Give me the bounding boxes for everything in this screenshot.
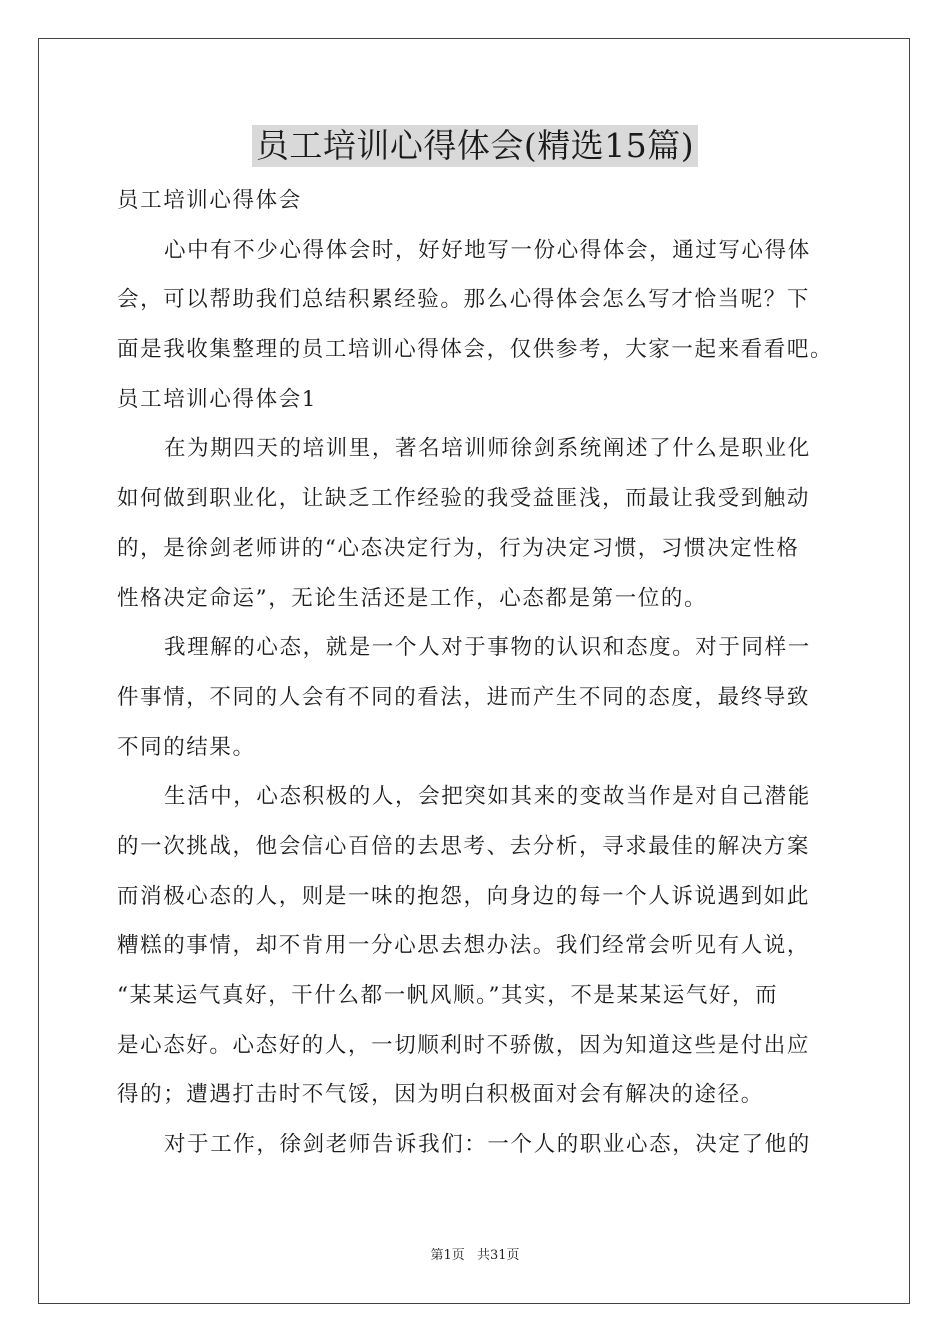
document-title: 员工培训心得体会(精选15篇)	[252, 125, 698, 167]
title-container	[0, 125, 950, 167]
body-line: 面是我收集整理的员工培训心得体会，仅供参考，大家一起来看看吧。	[117, 337, 834, 363]
body-line: 会，可以帮助我们总结积累经验。那么心得体会怎么写才恰当呢？下	[117, 287, 811, 313]
body-line: 心中有不少心得体会时，好好地写一份心得体会，通过写心得体	[164, 237, 811, 263]
body-line: 性格决定命运”，无论生活还是工作，心态都是第一位的。	[117, 585, 708, 611]
body-line: 是心态好。心态好的人，一切顺利时不骄傲，因为知道这些是付出应	[117, 1032, 811, 1058]
body-line: 而消极心态的人，则是一味的抱怨，向身边的每一个人诉说遇到如此	[117, 883, 811, 909]
body-line: “某某运气真好，干什么都一帆风顺。”其实，不是某某运气好，而	[117, 983, 779, 1008]
body-line: 在为期四天的培训里，著名培训师徐剑系统阐述了什么是职业化	[164, 436, 811, 462]
body-line: 如何做到职业化，让缺乏工作经验的我受益匪浅，而最让我受到触动	[117, 486, 811, 512]
body-line: 对于工作，徐剑老师告诉我们：一个人的职业心态，决定了他的	[164, 1132, 811, 1158]
body-line: 不同的结果。	[117, 734, 256, 760]
page-number: 第1页	[430, 1248, 465, 1263]
body-line: 生活中，心态积极的人，会把突如其来的变故当作是对自己潜能	[164, 784, 811, 810]
body-line: 的一次挑战，他会信心百倍的去思考、去分析，寻求最佳的解决方案	[117, 833, 811, 859]
page-total: 共31页	[476, 1248, 520, 1263]
body-line: 我理解的心态，就是一个人对于事物的认识和态度。对于同样一	[164, 635, 811, 661]
page-footer	[0, 1244, 950, 1263]
body-line: 员工培训心得体会	[117, 188, 302, 213]
body-line: 件事情，不同的人会有不同的看法，进而产生不同的态度，最终导致	[117, 684, 811, 710]
body-line: 的，是徐剑老师讲的“心态决定行为，行为决定习惯，习惯决定性格	[117, 535, 800, 561]
document-body	[117, 176, 843, 1170]
body-line: 糟糕的事情，却不肯用一分心思去想办法。我们经常会听见有人说，	[117, 933, 811, 959]
body-line: 得的；遭遇打击时不气馁，因为明白积极面对会有解决的途径。	[117, 1082, 764, 1108]
section-heading: 员工培训心得体会1	[117, 386, 318, 412]
